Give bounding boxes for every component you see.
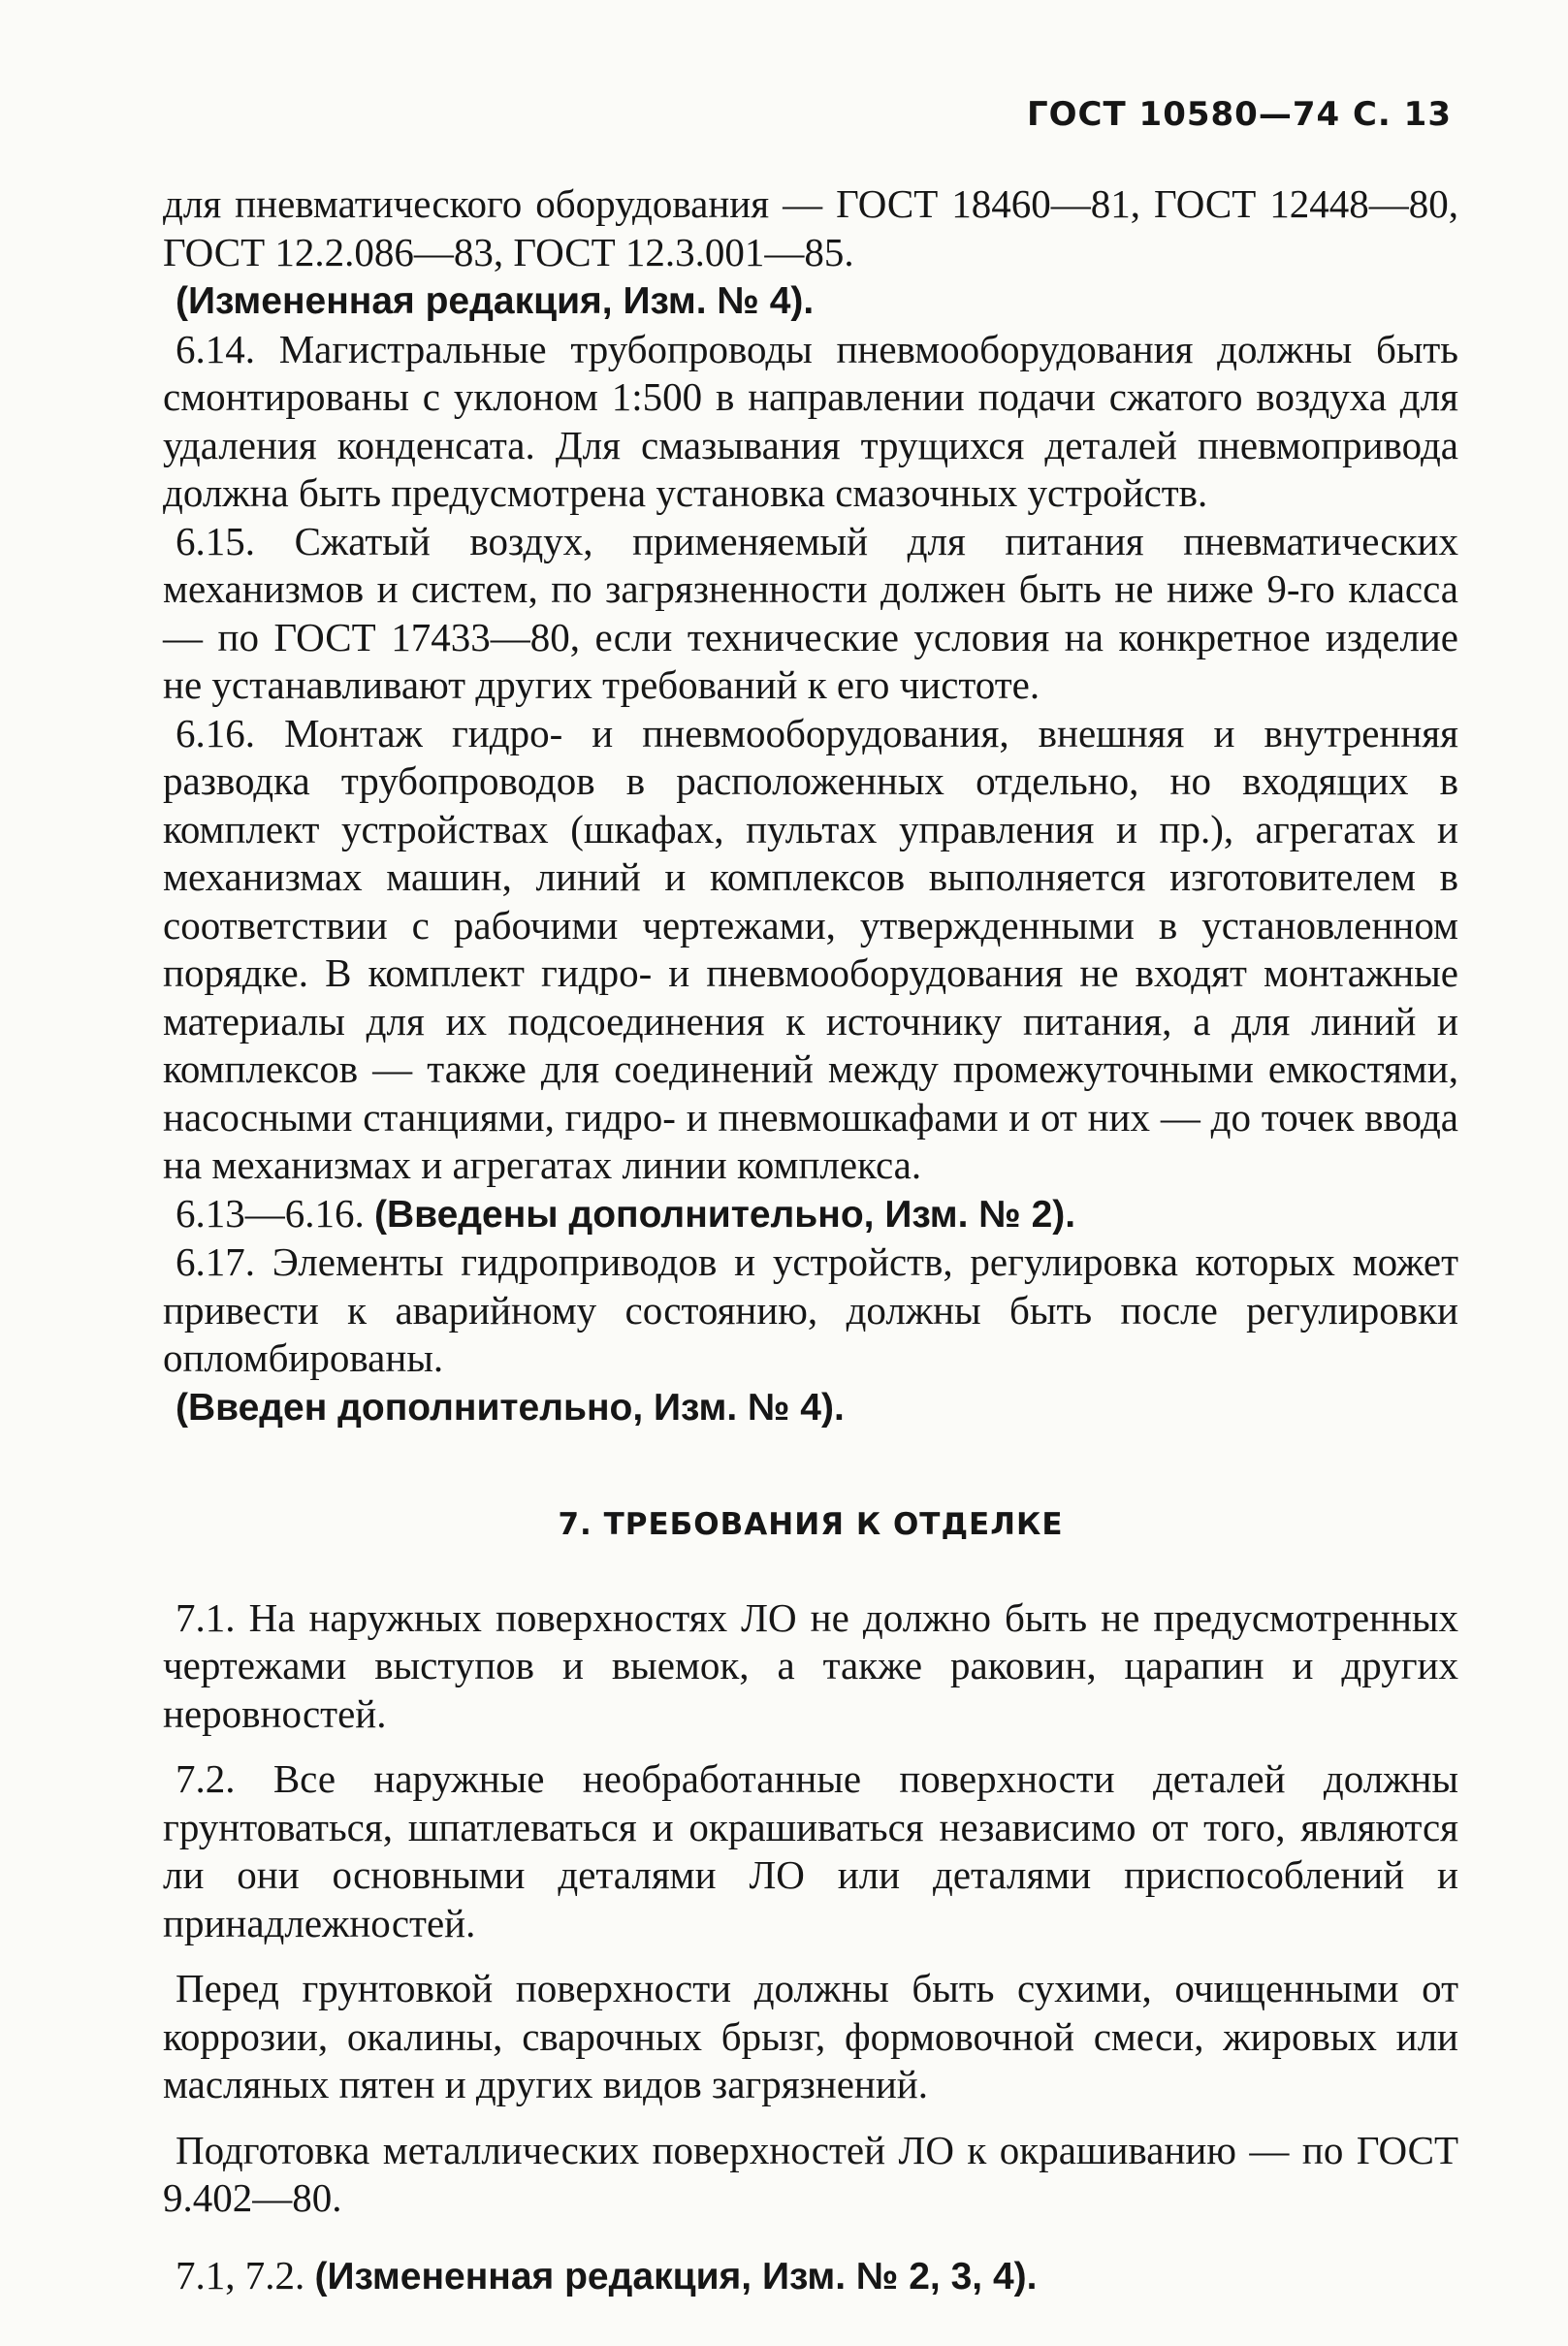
clause-range: 6.13—6.16. [176,1190,365,1236]
amendment-text: (Введены дополнительно, Изм. № 2). [374,1193,1076,1236]
paragraph-text: для пневматического оборудования — ГОСТ 18460—81, ГОСТ 12448—80, ГОСТ 12.2.086—83, ГОСТ 12.3.001—85. [163,181,1458,274]
paragraph [163,180,1458,276]
clause-text: 6.17. Элементы гидроприводов и устройств, регулировка которых может привести к аварийному состоянию, должны быть после регулировки опломбированы. [163,1239,1458,1380]
amendment-note [163,1383,1458,1432]
clause-6-15 [163,518,1458,710]
paragraph-text: Подготовка металлических поверхностей ЛО к окрашиванию — по ГОСТ 9.402—80. [163,2127,1458,2220]
clause-range: 7.1, 7.2. [176,2252,305,2298]
clause-6-16 [163,710,1458,1190]
amendment-text: (Измененная редакция, Изм. № 4). [176,280,815,322]
clause-text: 6.14. Магистральные трубопроводы пневмооборудования должны быть смонтированы с уклоном 1:500 в направлении подачи сжатого воздуха для удаления конденсата. Для смазывания трущихся деталей пневмопривода должна быть предусмотрена установка смазочных устройств. [163,326,1458,515]
clause-7-2 [163,1755,1458,1947]
amendment-note [163,2252,1458,2301]
amendment-note [163,276,1458,326]
paragraph [163,1965,1458,2109]
clause-text: 7.2. Все наружные необработанные поверхности деталей должны грунтоваться, шпатлеваться и окрашиваться независимо от того, являются ли они основными деталями ЛО или деталями приспособлений и принадлежностей. [163,1756,1458,1945]
clause-text: 6.15. Сжатый воздух, применяемый для питания пневматических механизмов и систем, по загрязненности должен быть не ниже 9-го класса — по ГОСТ 17433—80, если технические условия на конкретное изделие не устанавливают других требований к его чистоте. [163,518,1458,707]
section-title: 7. ТРЕБОВАНИЯ К ОТДЕЛКЕ [558,1507,1064,1542]
paragraph [163,2127,1458,2223]
amendment-text: (Измененная редакция, Изм. № 2, 3, 4). [314,2255,1038,2298]
page-header: ГОСТ 10580—74 С. 13 [1026,95,1452,134]
clause-text: 6.16. Монтаж гидро- и пневмооборудования, внешняя и внутренняя разводка трубопроводов в расположенных отдельно, но входящих в комплект устройствах (шкафах, пультах управления и пр.), агрегатах и механизмах машин, линий и комплексов выполняется изготовителем в соответствии с рабочими чертежами, утвержденными в установленном порядке. В комплект гидро- и пневмооборудования не входят монтажные материалы для их подсоединения к источнику питания, а для линий и комплексов — также для соединений между промежуточными емкостями, насосными станциями, гидро- и пневмошкафами и от них — до точек ввода на механизмах и агрегатах линии комплекса. [163,710,1458,1187]
page-content [163,180,1458,2300]
amendment-text: (Введен дополнительно, Изм. № 4). [176,1386,845,1429]
clause-text: 7.1. На наружных поверхностях ЛО не должно быть не предусмотренных чертежами выступов и выемок, а также раковин, царапин и других неровностей. [163,1594,1458,1736]
paragraph-text: Перед грунтовкой поверхности должны быть сухими, очищенными от коррозии, окалины, сварочных брызг, формовочной смеси, жировых или масляных пятен и других видов загрязнений. [163,1966,1458,2106]
clause-6-14 [163,326,1458,518]
amendment-note [163,1190,1458,1239]
clause-7-1 [163,1594,1458,1739]
clause-6-17 [163,1238,1458,1383]
